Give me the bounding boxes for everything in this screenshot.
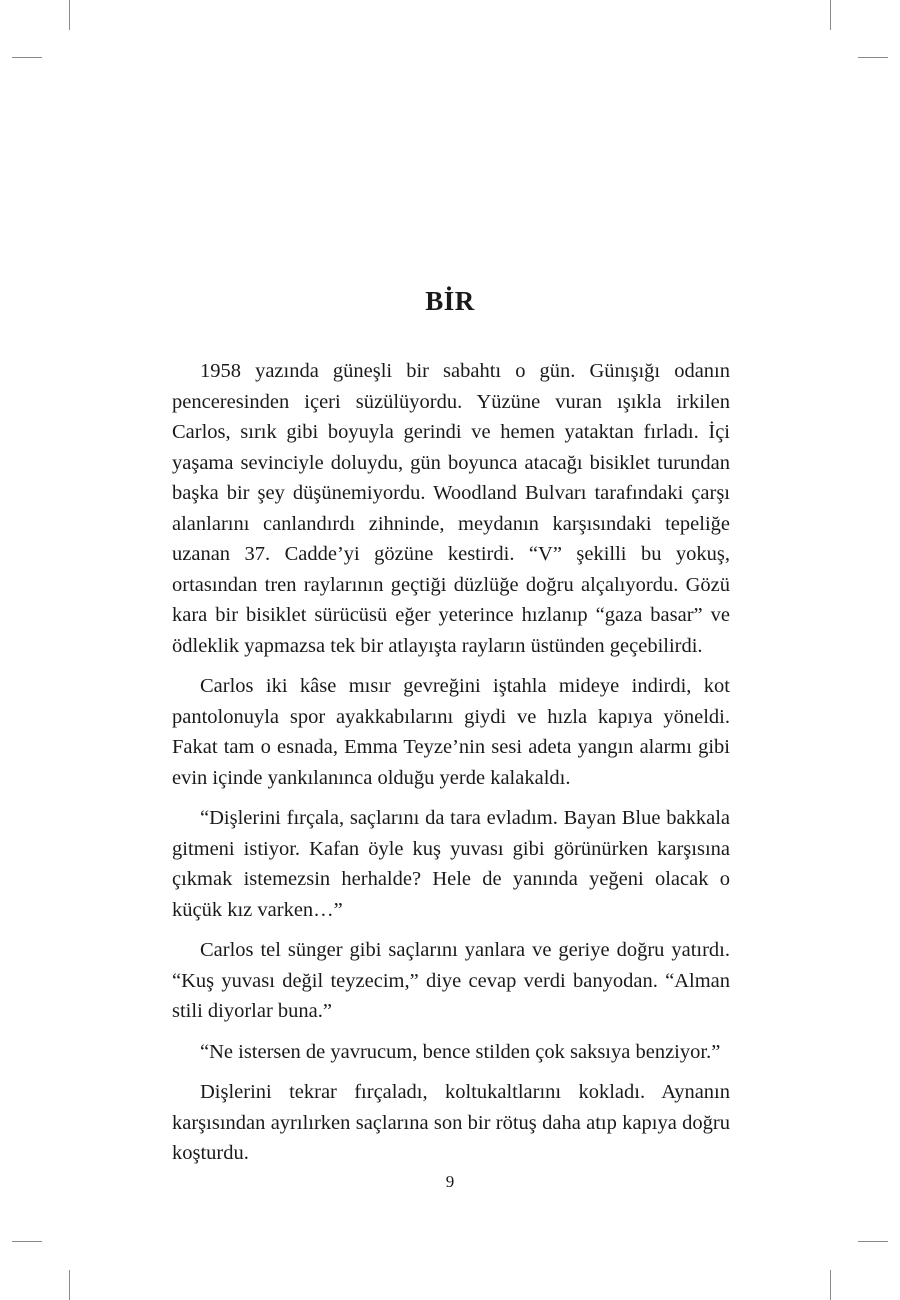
- crop-mark-bottom-left-horizontal: [12, 1241, 42, 1242]
- crop-mark-bottom-left-vertical: [69, 1270, 70, 1300]
- crop-mark-top-right-horizontal: [858, 57, 888, 58]
- chapter-title: BİR: [425, 286, 475, 316]
- paragraph: 1958 yazında güneşli bir sabahtı o gün. Günışığı odanın penceresinden içeri süzülüyordu. Yüzüne vuran ışıkla irkilen Carlos, sırık gibi boyuyla gerindi ve hemen yataktan fırladı. İçi yaşama sevinciyle doluydu, gün boyunca atacağı bisiklet turundan başka bir şey düşünemiyordu. Woodland Bulvarı tarafındaki çarşı alanlarını canlandırdı zihninde, meydanın karşısındaki tepeliğe uzanan 37. Cadde’yi gözüne kestirdi. “V” şekilli bu yokuş, ortasından tren raylarının geçtiği düzlüğe doğru alçalıyordu. Gözü kara bir bisiklet sürücüsü eğer yeterince hızlanıp “gaza basar” ve ödleklik yapmazsa tek bir atlayışta rayların üstünden geçebilirdi.: [172, 360, 730, 657]
- body-text: [172, 356, 730, 1179]
- paragraph: “Dişlerini fırçala, saçlarını da tara evladım. Bayan Blue bakkala gitmeni istiyor. Kafan öyle kuş yuvası gibi görünürken karşısına çıkmak istemezsin herhalde? Hele de yanında yeğeni olacak o küçük kız varken…”: [172, 807, 730, 921]
- paragraph: Carlos iki kâse mısır gevreğini iştahla mideye indirdi, kot pantolonuyla spor ayakkabılarını giydi ve hızla kapıya yöneldi. Fakat tam o esnada, Emma Teyze’nin sesi adeta yangın alarmı gibi evin içinde yankılanınca olduğu yerde kalakaldı.: [172, 675, 730, 789]
- crop-mark-bottom-right-vertical: [830, 1270, 831, 1300]
- page-number: 9: [445, 1172, 455, 1191]
- crop-mark-bottom-right-horizontal: [858, 1241, 888, 1242]
- paragraph: Dişlerini tekrar fırçaladı, koltukaltlarını kokladı. Aynanın karşısından ayrılırken saçlarına son bir rötuş daha atıp kapıya doğru koşturdu.: [172, 1081, 730, 1164]
- crop-mark-top-left-horizontal: [12, 57, 42, 58]
- crop-mark-top-left-vertical: [69, 0, 70, 30]
- crop-mark-top-right-vertical: [830, 0, 831, 30]
- paragraph: “Ne istersen de yavrucum, bence stilden çok saksıya benziyor.”: [200, 1040, 721, 1063]
- paragraph: Carlos tel sünger gibi saçlarını yanlara ve geriye doğru yatırdı. “Kuş yuvası değil teyzecim,” diye cevap verdi banyodan. “Alman stili diyorlar buna.”: [172, 939, 730, 1022]
